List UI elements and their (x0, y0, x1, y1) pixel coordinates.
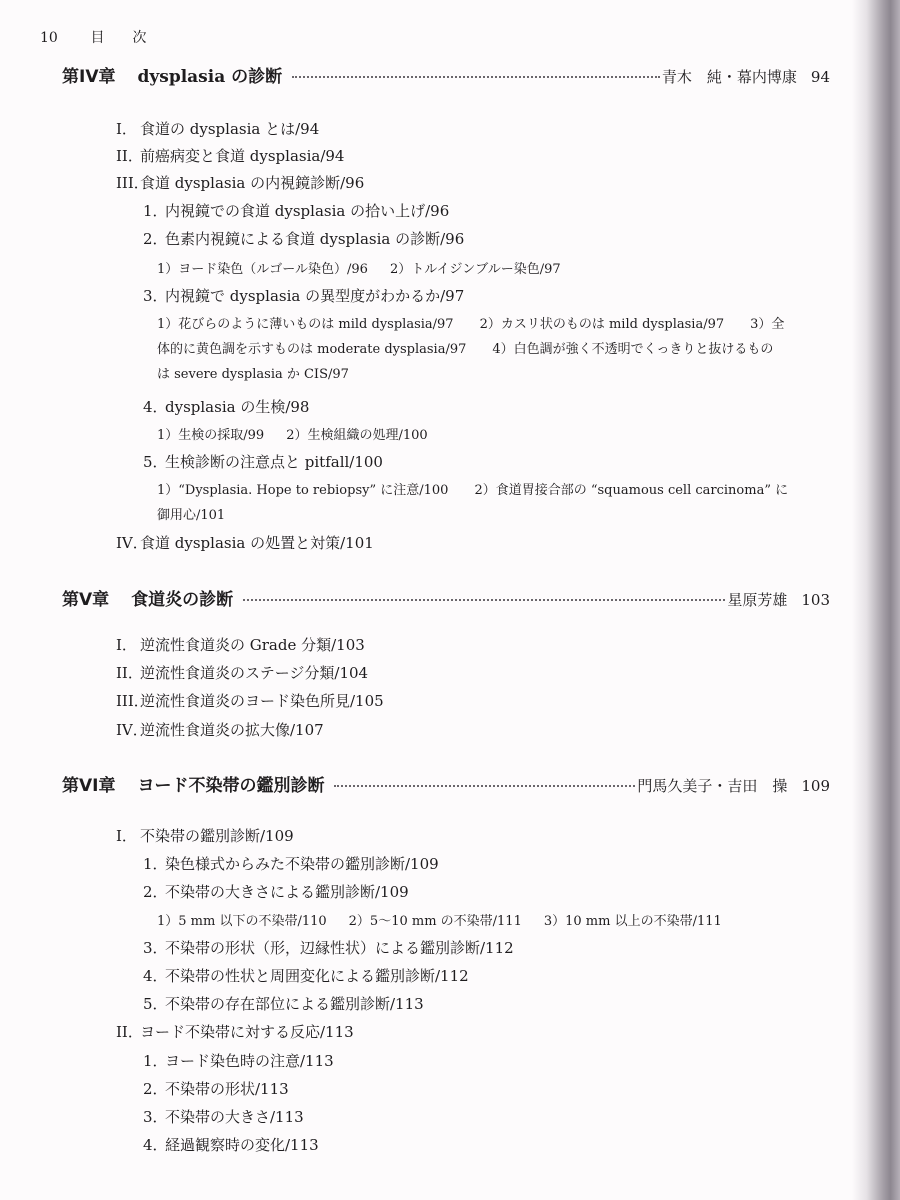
toc-entry (116, 690, 384, 711)
entry-number: 1． (143, 1052, 168, 1070)
toc-subitems (157, 258, 561, 277)
entry-text: ヨード染色時の注意/113 (165, 1052, 334, 1070)
entry-text: 不染帯の存在部位による鑑別診断/113 (165, 995, 424, 1013)
chapter-4-heading (62, 62, 830, 88)
entry-number: I． (116, 827, 137, 845)
toc-entry (143, 396, 309, 417)
entry-number: 4． (143, 398, 168, 416)
entry-number: 5． (143, 995, 168, 1013)
entry-number: II． (116, 1023, 143, 1041)
chapter-page: 103 (801, 591, 830, 609)
subitem: 2）トルイジンブルー染色/97 (389, 262, 561, 277)
entry-text: 経過観察時の変化/113 (165, 1136, 319, 1154)
page-gutter-shadow (852, 0, 900, 1200)
toc-entry (143, 1050, 334, 1071)
toc-entry (116, 172, 364, 193)
toc-entry (116, 145, 344, 166)
chapter-title: ヨード不染帯の鑑別診断 (137, 776, 325, 796)
entry-text: 内視鏡で dysplasia の異型度がわかるか/97 (165, 287, 465, 305)
entry-text: 逆流性食道炎のヨード染色所見/105 (140, 692, 384, 710)
dot-leader (243, 599, 725, 601)
toc-entry (143, 1106, 304, 1127)
entry-number: 1． (143, 855, 168, 873)
entry-text: 不染帯の性状と周囲変化による鑑別診断/112 (165, 967, 469, 985)
chapter-label: 第VI章 (62, 776, 116, 796)
toc-subitems (157, 424, 428, 443)
chapter-label: 第IV章 (62, 67, 116, 87)
toc-entry (143, 1078, 289, 1099)
entry-number: 4． (143, 967, 168, 985)
subitem: 2）5〜10 mm の不染帯/111 (348, 914, 522, 929)
running-title: 目次 (90, 30, 175, 46)
entry-number: 3． (143, 287, 168, 305)
toc-entry (116, 634, 365, 655)
entry-number: II． (116, 147, 143, 165)
toc-entry (143, 285, 464, 306)
subitem: 2）生検組織の処理/100 (286, 428, 428, 443)
chapter-title: dysplasia の診断 (137, 67, 283, 87)
paragraph-line: 1）花びらのように薄いものは mild dysplasia/97 2）カスリ状のものは mild dysplasia/97 3）全 (157, 317, 785, 332)
toc-entry (143, 853, 439, 874)
running-head (40, 27, 174, 47)
chapter-5-heading (62, 585, 830, 611)
chapter-label: 第V章 (62, 590, 110, 610)
entry-number: 2． (143, 883, 168, 901)
chapter-page: 94 (810, 68, 830, 86)
toc-entry (116, 1021, 354, 1042)
toc-subitem-paragraph (157, 478, 837, 528)
toc-subitems (157, 910, 722, 929)
entry-number: III． (116, 174, 149, 192)
entry-text: 不染帯の形状（形，辺縁性状）による鑑別診断/112 (165, 939, 514, 957)
entry-text: 食道 dysplasia の内視鏡診断/96 (140, 174, 365, 192)
subitem: 3）10 mm 以上の不染帯/111 (543, 914, 722, 929)
paragraph-line: 1）“Dysplasia. Hope to rebiopsy” に注意/100 2）食道胃接合部の “squamous cell carcinoma” に (157, 483, 789, 498)
toc-entry (143, 881, 409, 902)
entry-number: 3． (143, 939, 168, 957)
entry-number: 5． (143, 453, 168, 471)
entry-number: IV． (116, 534, 148, 552)
subitem: 1）ヨード染色（ルゴール染色）/96 (157, 262, 368, 277)
toc-entry (116, 662, 368, 683)
chapter-author: 門馬久美子・吉田 操 (637, 777, 788, 795)
entry-number: 3． (143, 1108, 168, 1126)
entry-text: 色素内視鏡による食道 dysplasia の診断/96 (165, 230, 465, 248)
dot-leader (292, 76, 660, 78)
toc-entry (143, 200, 449, 221)
entry-number: 2． (143, 230, 168, 248)
toc-entry (143, 993, 424, 1014)
entry-text: 逆流性食道炎のステージ分類/104 (140, 664, 369, 682)
toc-entry (143, 451, 383, 472)
page-number: 10 (40, 30, 58, 46)
paragraph-line: は severe dysplasia か CIS/97 (157, 367, 349, 382)
entry-number: 4． (143, 1136, 168, 1154)
entry-number: 2． (143, 1080, 168, 1098)
toc-entry (143, 937, 514, 958)
toc-entry (143, 228, 464, 249)
toc-entry (143, 965, 469, 986)
entry-text: 不染帯の鑑別診断/109 (140, 827, 294, 845)
subitem: 1）5 mm 以下の不染帯/110 (157, 914, 327, 929)
entry-text: 染色様式からみた不染帯の鑑別診断/109 (165, 855, 439, 873)
toc-entry (116, 825, 294, 846)
entry-text: 不染帯の大きさによる鑑別診断/109 (165, 883, 409, 901)
entry-text: 前癌病変と食道 dysplasia/94 (140, 147, 345, 165)
toc-entry (116, 719, 324, 740)
entry-number: 1． (143, 202, 168, 220)
chapter-author: 星原芳雄 (727, 591, 788, 609)
entry-text: 内視鏡での食道 dysplasia の拾い上げ/96 (165, 202, 450, 220)
paragraph-line: 御用心/101 (157, 508, 226, 523)
chapter-page: 109 (801, 777, 830, 795)
entry-text: ヨード不染帯に対する反応/113 (140, 1023, 354, 1041)
entry-text: 逆流性食道炎の拡大像/107 (140, 721, 324, 739)
entry-text: 生検診断の注意点と pitfall/100 (165, 453, 383, 471)
entry-number: II． (116, 664, 143, 682)
entry-text: 食道の dysplasia とは/94 (140, 120, 320, 138)
entry-text: 逆流性食道炎の Grade 分類/103 (140, 636, 365, 654)
subitem: 1）生検の採取/99 (157, 428, 265, 443)
dot-leader (334, 785, 635, 787)
entry-text: 不染帯の形状/113 (165, 1080, 289, 1098)
entry-number: I． (116, 120, 137, 138)
entry-text: dysplasia の生検/98 (165, 398, 310, 416)
chapter-6-heading (62, 771, 830, 797)
toc-subitem-paragraph (157, 312, 837, 387)
chapter-author: 青木 純・幕内博康 (661, 68, 797, 86)
entry-text: 不染帯の大きさ/113 (165, 1108, 304, 1126)
chapter-title: 食道炎の診断 (131, 590, 234, 610)
paragraph-line: 体的に黄色調を示すものは moderate dysplasia/97 4）白色調が強く不透明でくっきりと抜けるもの (157, 342, 774, 357)
entry-number: IV． (116, 721, 148, 739)
entry-number: I． (116, 636, 137, 654)
entry-text: 食道 dysplasia の処置と対策/101 (140, 534, 374, 552)
toc-entry (143, 1134, 319, 1155)
entry-number: III． (116, 692, 149, 710)
toc-entry (116, 532, 374, 553)
toc-entry (116, 118, 319, 139)
